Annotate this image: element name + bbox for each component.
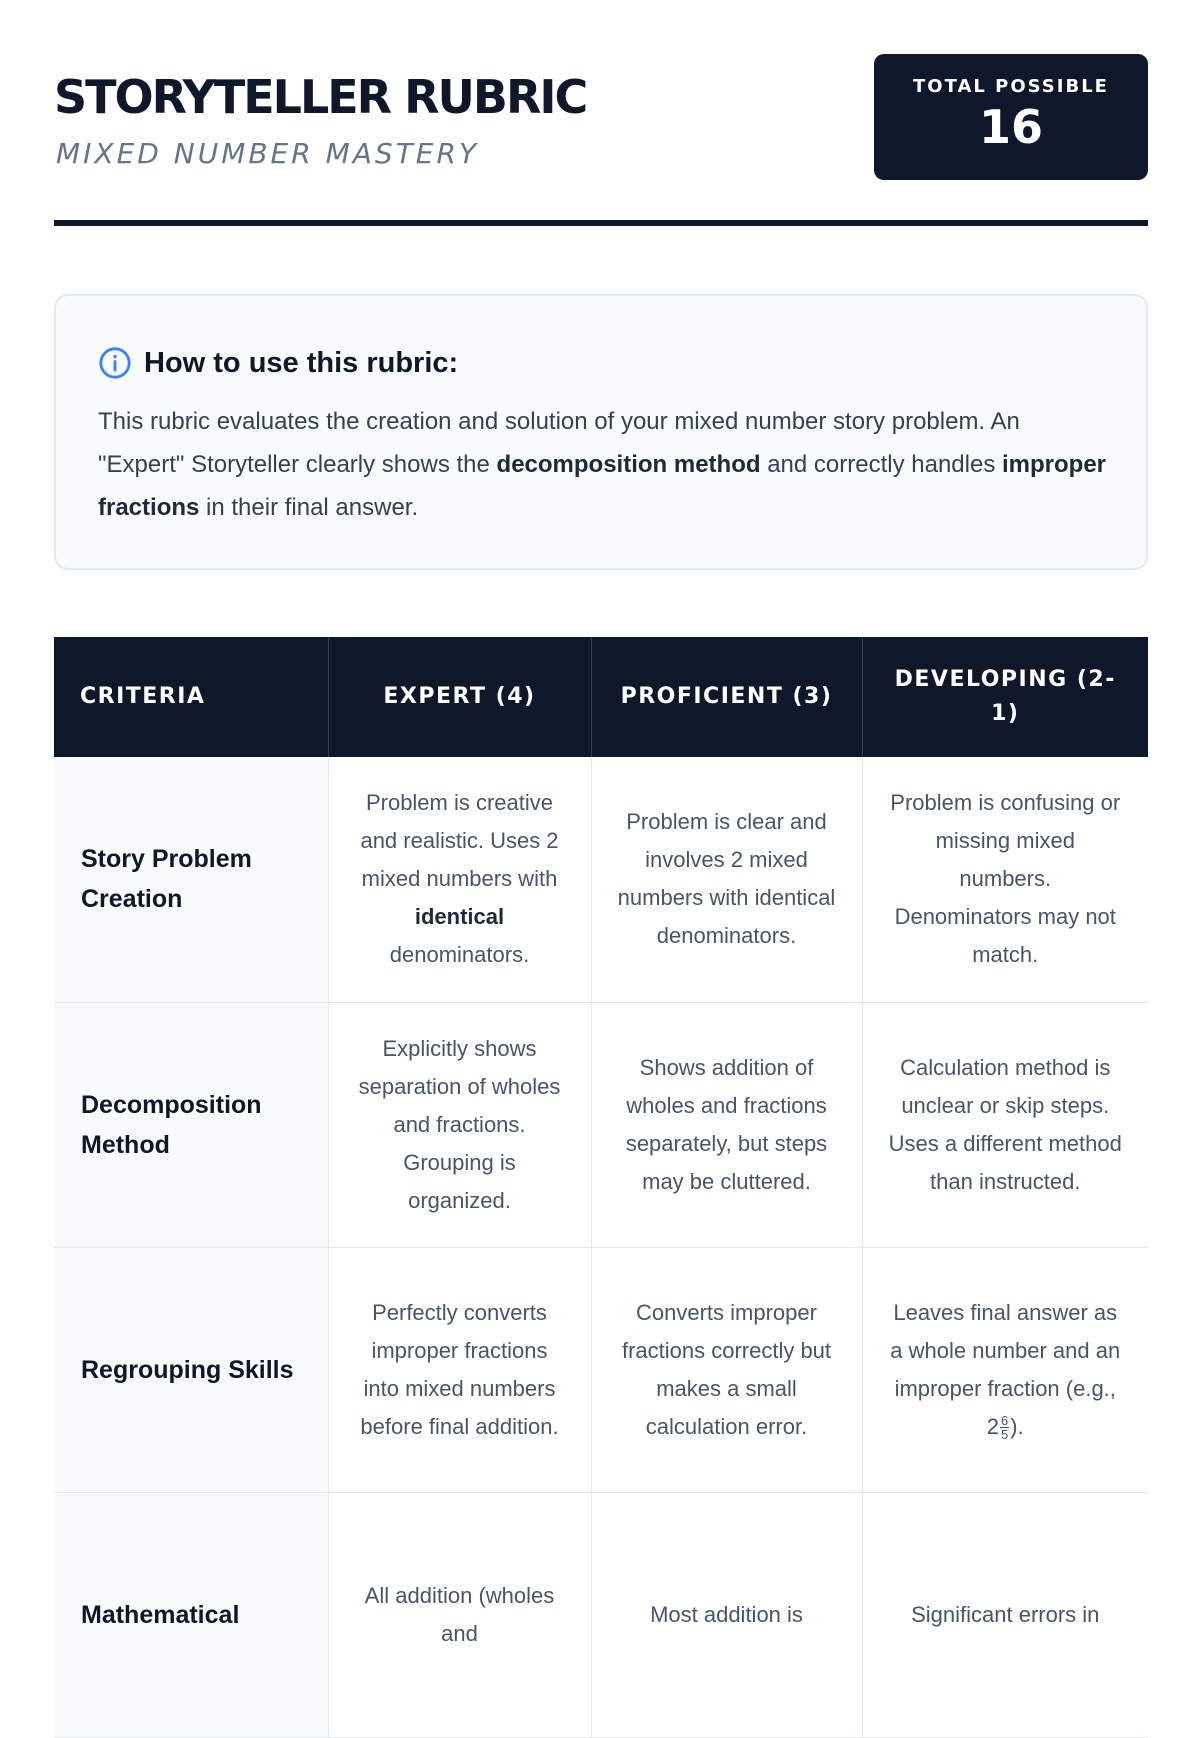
fraction-numerator: 6 <box>1001 1413 1009 1429</box>
cell-emphasis: identical <box>414 904 505 930</box>
total-possible-value: 16 <box>978 100 1043 154</box>
cell-text: Problem is creative and realistic. Uses 2 mixed numbers with <box>360 790 559 892</box>
developing-cell <box>862 1247 1148 1492</box>
header-proficient: PROFICIENT (3) <box>591 637 862 757</box>
info-icon <box>98 346 132 380</box>
developing-cell: Significant errors in <box>862 1492 1148 1737</box>
page-title: STORYTELLER RUBRIC <box>54 70 587 124</box>
header-criteria: CRITERIA <box>54 637 328 757</box>
table-row <box>54 1492 1148 1737</box>
table-row <box>54 757 1148 1002</box>
table-row <box>54 1247 1148 1492</box>
cell-text: Leaves final answer as a whole number and an improper fraction (e.g., <box>890 1299 1121 1401</box>
instructions-emphasis: improper fractions <box>98 451 1107 521</box>
total-possible-label: TOTAL POSSIBLE <box>913 76 1109 97</box>
criteria-cell: Story Problem Creation <box>54 757 328 1002</box>
instructions-title: How to use this rubric: <box>144 347 459 379</box>
instructions-emphasis: decomposition method <box>496 451 761 478</box>
cell-text: denominators. <box>389 942 530 968</box>
criteria-cell: Decomposition Method <box>54 1002 328 1247</box>
page-subtitle: MIXED NUMBER MASTERY <box>56 137 480 170</box>
expert-cell: Explicitly shows separation of wholes and fractions. Grouping is organized. <box>328 1002 591 1247</box>
instructions-text-part: and correctly handles <box>760 451 1002 478</box>
header-expert: EXPERT (4) <box>328 637 591 757</box>
instructions-text-part: in their final answer. <box>199 494 419 521</box>
total-possible-badge <box>874 54 1148 180</box>
proficient-cell: Converts improper fractions correctly but makes a small calculation error. <box>591 1247 862 1492</box>
table-header-row <box>54 637 1148 757</box>
expert-cell <box>328 757 591 1002</box>
page-header <box>54 54 1148 180</box>
proficient-cell: Problem is clear and involves 2 mixed numbers with identical denominators. <box>591 757 862 1002</box>
criteria-cell: Mathematical <box>54 1492 328 1737</box>
fraction <box>1000 1414 1009 1441</box>
expert-cell: Perfectly converts improper fractions into mixed numbers before final addition. <box>328 1247 591 1492</box>
developing-cell: Problem is confusing or missing mixed numbers. Denominators may not match. <box>862 757 1148 1002</box>
table-row <box>54 1002 1148 1247</box>
rubric-table <box>54 637 1148 1738</box>
fraction-denominator: 5 <box>1001 1427 1009 1443</box>
instructions-panel <box>54 294 1148 570</box>
cell-text: ). <box>1010 1413 1024 1439</box>
proficient-cell: Most addition is <box>591 1492 862 1737</box>
instructions-text-part: This rubric evaluates the creation and solution of your mixed number story problem. An "Expert" Storyteller clearly shows the <box>98 408 1020 478</box>
expert-cell: All addition (wholes and <box>328 1492 591 1737</box>
header-divider <box>54 220 1148 226</box>
developing-cell: Calculation method is unclear or skip steps. Uses a different method than instructed. <box>862 1002 1148 1247</box>
criteria-cell: Regrouping Skills <box>54 1247 328 1492</box>
mixed-number-whole: 2 <box>986 1413 1000 1439</box>
instructions-text <box>98 400 1108 529</box>
proficient-cell: Shows addition of wholes and fractions separately, but steps may be cluttered. <box>591 1002 862 1247</box>
header-developing: DEVELOPING (2-1) <box>862 637 1148 757</box>
